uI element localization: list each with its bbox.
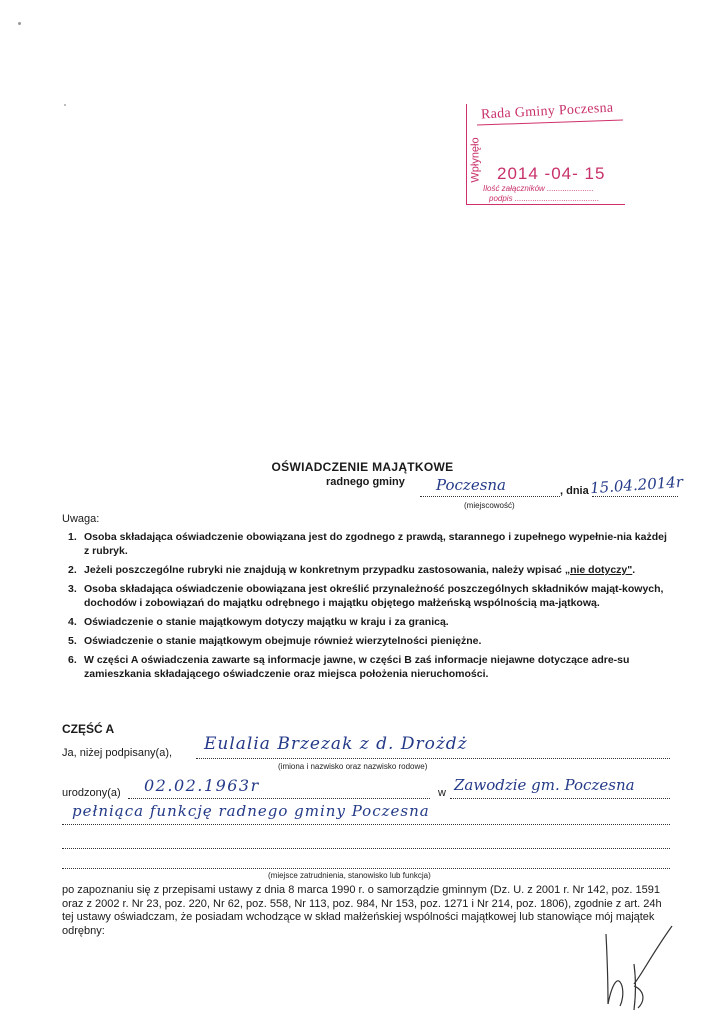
- instructions-list: [68, 530, 672, 686]
- born-label: urodzony(a): [62, 787, 121, 799]
- received-stamp: [466, 100, 625, 205]
- stamp-signature: podpis ......................................: [489, 194, 600, 203]
- stamp-attachments: Ilość załączników .....................: [483, 184, 594, 193]
- instruction-item: 5. Oświadczenie o stanie majątkowym obejmuje również wierzytelności pieniężne.: [68, 635, 482, 647]
- born-place-label: w: [438, 787, 446, 799]
- place-caption: (miejscowość): [464, 501, 515, 510]
- document-subtitle: radnego gminy: [326, 476, 405, 488]
- part-a-heading: CZĘŚĆ A: [62, 722, 115, 736]
- job-field-2: [62, 834, 670, 849]
- job-handwritten: pełniąca funkcję radnego gminy Poczesna: [72, 802, 430, 820]
- instruction-item: 4. Oświadczenie o stanie majątkowym dotyczy majątku w kraju i za granicą.: [68, 616, 449, 628]
- place-handwritten: Poczesna: [436, 476, 506, 494]
- stamp-side-label: Wpłynęło: [469, 137, 482, 183]
- ja-label: Ja, niżej podpisany(a),: [62, 747, 173, 759]
- instruction-item: 2. Jeżeli poszczególne rubryki nie znajdują w konkretnym przypadku zastosowania, należy wpisać „nie dotyczy".: [68, 564, 636, 576]
- born-place-handwritten: Zawodzie gm. Poczesna: [454, 776, 635, 794]
- instruction-item: 6. W części A oświadczenia zawarte są informacje jawne, w części B zaś informacje niejawne dotyczące adre-su zamieszkania składającego oświadczenie oraz miejsca położenia nieruchomości.: [68, 654, 630, 680]
- document-title: OŚWIADCZENIE MAJĄTKOWE: [271, 460, 454, 474]
- scan-mark: [64, 104, 66, 106]
- born-date-handwritten: 02.02.1963r: [144, 776, 260, 795]
- job-field-3: [62, 854, 670, 869]
- name-caption: (imiona i nazwisko oraz nazwisko rodowe): [278, 762, 428, 771]
- name-handwritten: Eulalia Brzezak z d. Drożdż: [204, 734, 468, 754]
- stamp-date: 2014 -04- 15: [497, 164, 606, 183]
- signature-icon: [598, 924, 678, 1014]
- declaration-body: po zapoznaniu się z przepisami ustawy z dnia 8 marca 1990 r. o samorządzie gminnym (Dz. U. z 2001 r. Nr 142, poz. 1591 oraz z 2002 r. Nr 23, poz. 220, Nr 62, poz. 558, Nr 113, poz. 984, Nr 153, poz. 1271 i Nr 214, poz. 1806), zgodnie z art. 24h tej ustawy oświadczam, że posiadam wchodzące w skład małżeńskiej wspólności majątkowej lub stanowiące mój majątek odrębny:: [62, 884, 662, 937]
- instruction-item: 1. Osoba składająca oświadczenie obowiązana jest do zgodnego z prawdą, starannego i zupełnego wypełnie-nia każdej z rubryk.: [68, 531, 667, 557]
- stamp-title: Rada Gminy Poczesna: [480, 100, 614, 123]
- job-caption: (miejsce zatrudnienia, stanowisko lub funkcja): [268, 871, 431, 880]
- scan-mark: [18, 22, 21, 25]
- instruction-item: 3. Osoba składająca oświadczenie obowiązana jest określić przynależność poszczególnych składników mająt-kowych, dochodów i zobowiązań do majątku odrębnego i majątku objętego małżeńską wspólnością ma-jątkową.: [68, 583, 664, 609]
- date-handwritten: 15.04.2014r: [589, 472, 684, 498]
- date-label: , dnia: [560, 485, 589, 497]
- uwaga-label: Uwaga:: [62, 513, 100, 525]
